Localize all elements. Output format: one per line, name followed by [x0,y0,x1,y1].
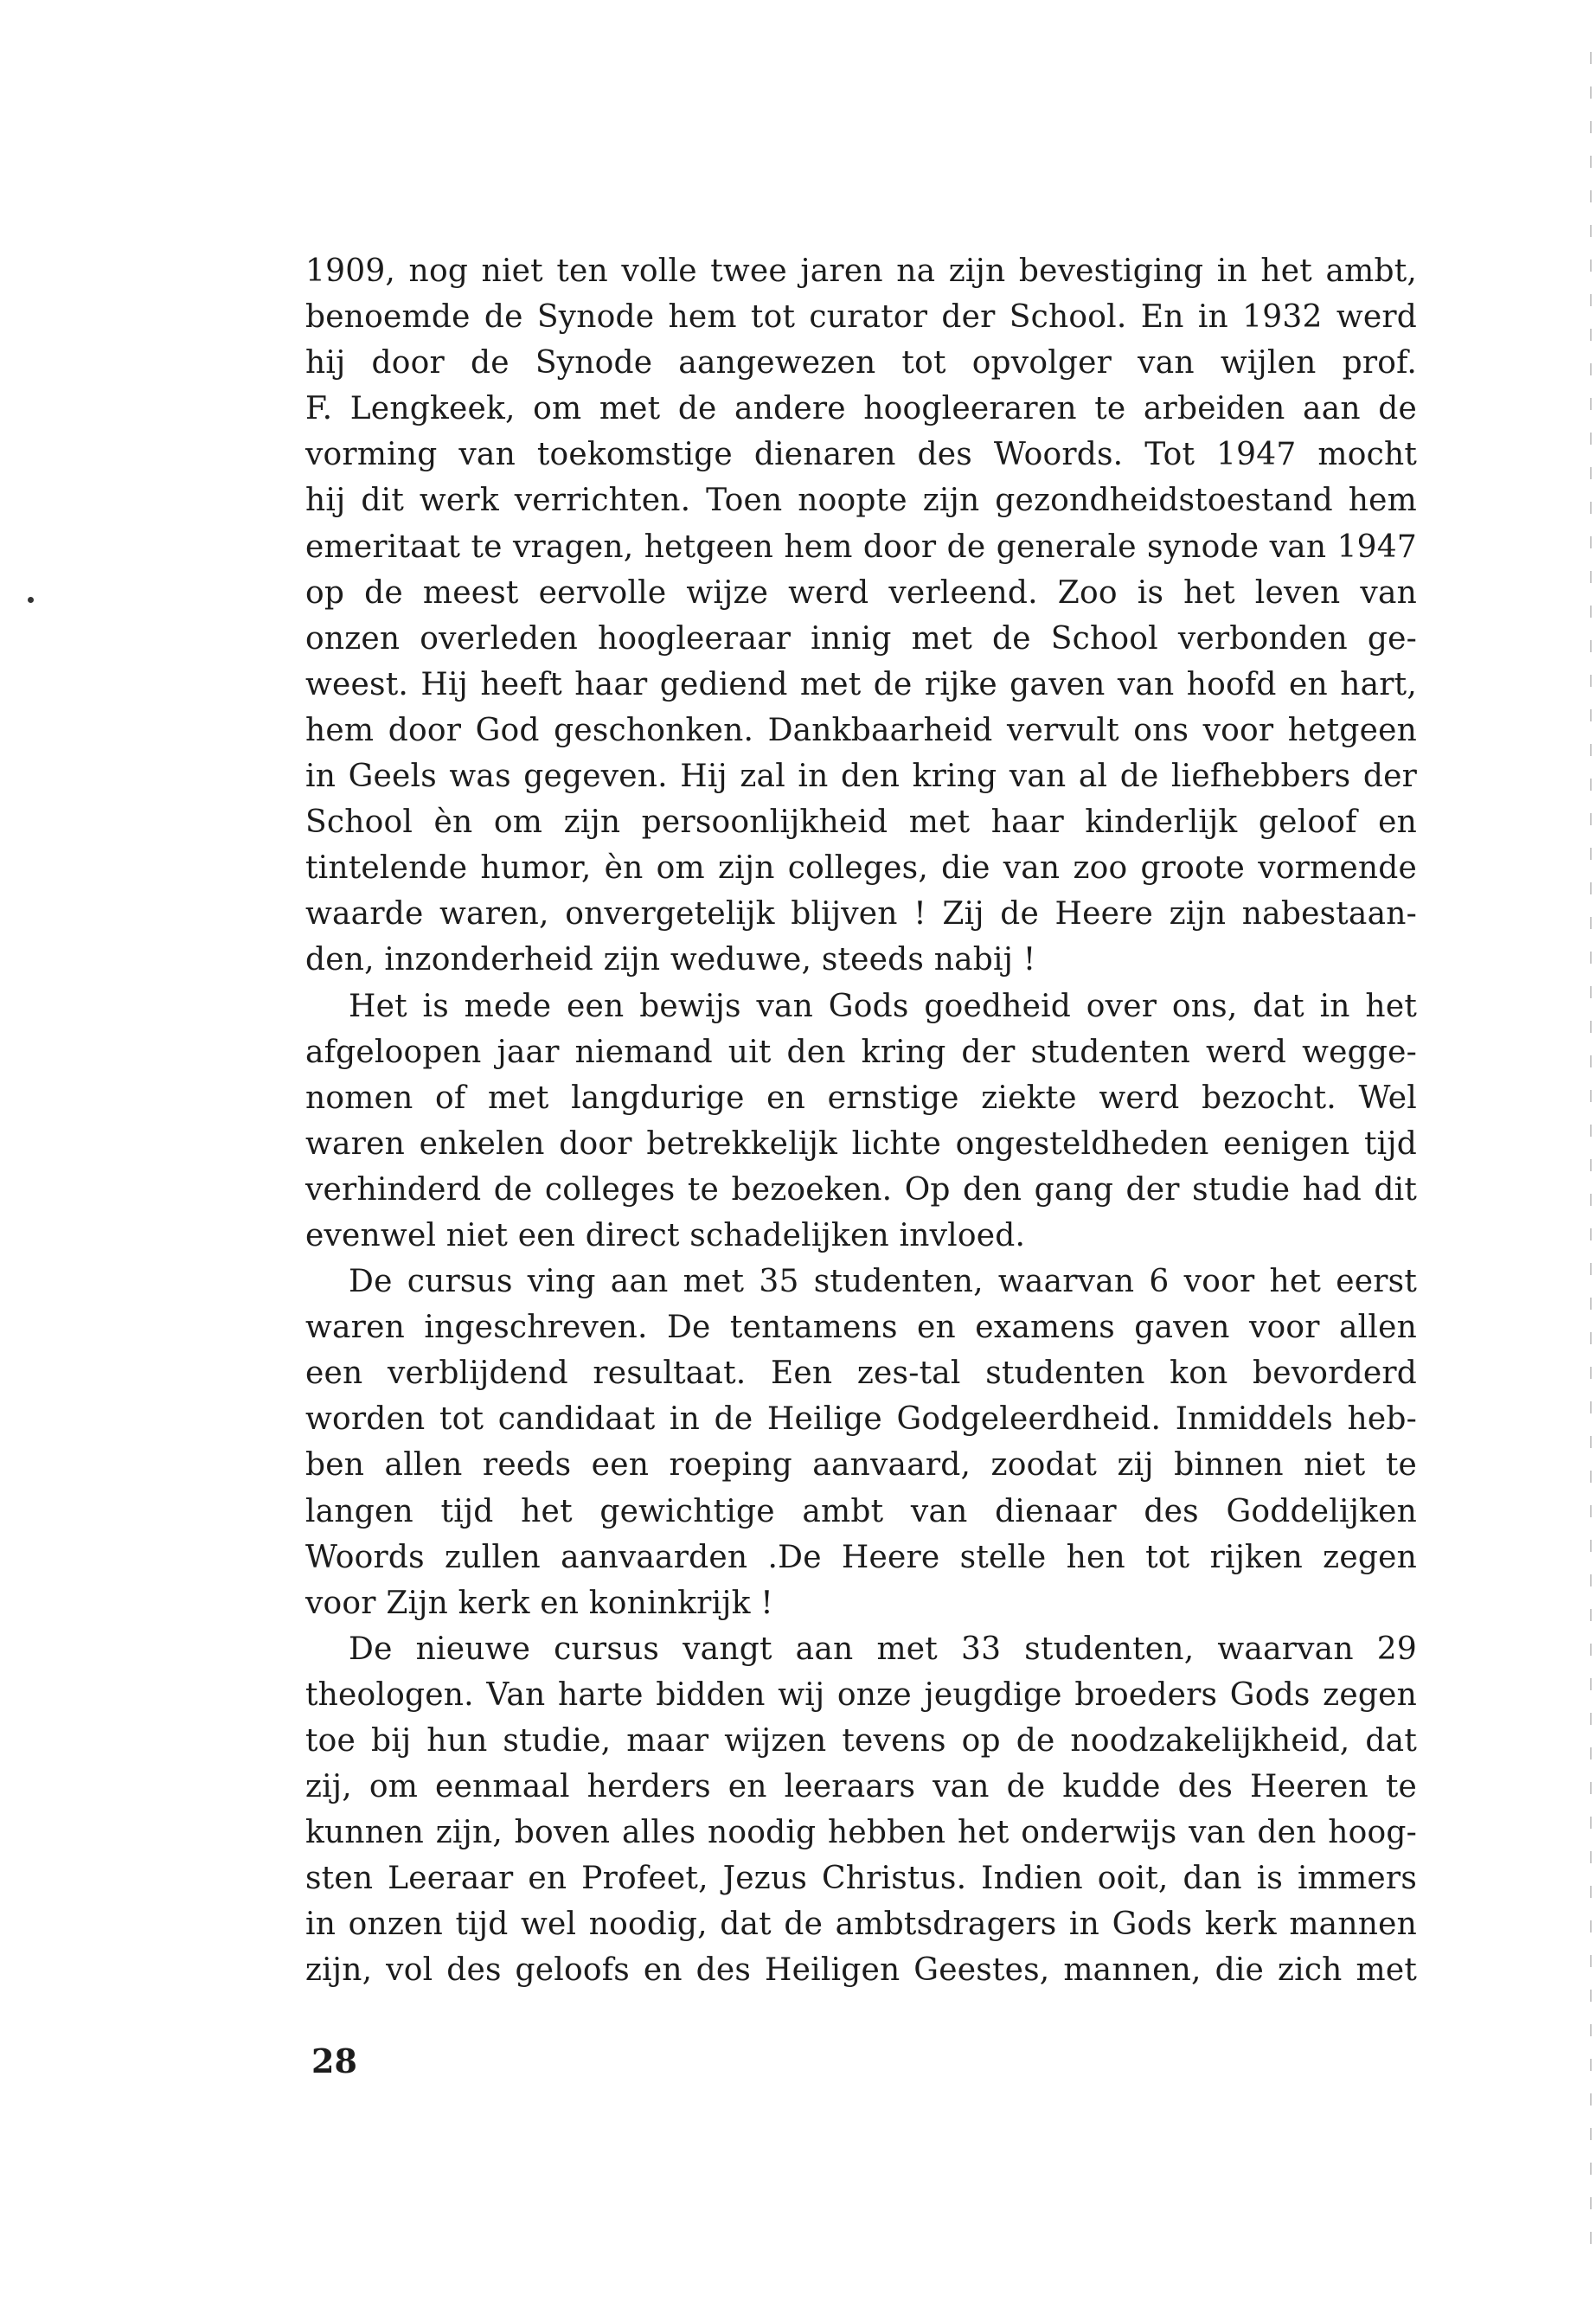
text-line: sten Leeraar en Profeet, Jezus Christus. Indien ooit, dan is immers [305,1861,1417,1897]
text-line: langen tijd het gewichtige ambt van dienaar des Goddelijken [305,1493,1417,1529]
text-line: voor Zijn kerk en koninkrijk ! [305,1585,773,1621]
text-line: onzen overleden hoogleeraar innig met de School verbonden ge- [305,620,1417,657]
text-line: verhinderd de colleges te bezoeken. Op den gang der studie had dit [305,1171,1417,1208]
text-line: afgeloopen jaar niemand uit den kring der studenten werd wegge- [305,1034,1417,1070]
text-line: F. Lengkeek, om met de andere hoogleeraren te arbeiden aan de [305,391,1417,427]
margin-speck [28,597,34,603]
text-line: worden tot candidaat in de Heilige Godgeleerdheid. Inmiddels heb- [305,1401,1417,1438]
text-line: waren enkelen door betrekkelijk lichte ongesteldheden eenigen tijd [305,1125,1417,1162]
text-line: een verblijdend resultaat. Een zes-tal studenten kon bevorderd [305,1356,1417,1392]
text-line: hem door God geschonken. Dankbaarheid vervult ons voor hetgeen [305,712,1417,748]
text-line: weest. Hij heeft haar gediend met de rijke gaven van hoofd en hart, [305,666,1417,702]
text-line: den, inzonderheid zijn weduwe, steeds nabij ! [305,942,1036,978]
text-line: ben allen reeds een roeping aanvaard, zoodat zij binnen niet te [305,1447,1417,1484]
text-line: benoemde de Synode hem tot curator der School. En in 1932 werd [305,299,1417,336]
text-line: vorming van toekomstige dienaren des Woords. Tot 1947 mocht [305,437,1417,473]
text-line: nomen of met langdurige en ernstige ziekte werd bezocht. Wel [305,1080,1417,1116]
paragraph-4 [305,1626,1417,1994]
paragraph-1 [305,248,1417,984]
text-line: tintelende humor, èn om zijn colleges, die van zoo groote vormende [305,850,1417,887]
text-line: Woords zullen aanvaarden .De Heere stelle hen tot rijken zegen [305,1539,1417,1575]
text-line: De cursus ving aan met 35 studenten, waarvan 6 voor het eerst [349,1264,1417,1300]
text-line: hij door de Synode aangewezen tot opvolger van wijlen prof. [305,345,1417,381]
text-line: toe bij hun studie, maar wijzen tevens op de noodzakelijkheid, dat [305,1723,1417,1759]
text-line: op de meest eervolle wijze werd verleend. Zoo is het leven van [305,574,1417,611]
text-line: School èn om zijn persoonlijkheid met haar kinderlijk geloof en [305,804,1417,841]
text-line: theologen. Van harte bidden wij onze jeugdige broeders Gods zegen [305,1676,1417,1713]
text-line: emeritaat te vragen, hetgeen hem door de generale synode van 1947 [305,529,1417,565]
text-line: evenwel niet een direct schadelijken invloed. [305,1217,1026,1253]
text-line: Het is mede een bewijs van Gods goedheid over ons, dat in het [349,988,1417,1024]
text-line: waren ingeschreven. De tentamens en examens gaven voor allen [305,1310,1417,1346]
text-line: De nieuwe cursus vangt aan met 33 studenten, waarvan 29 [349,1631,1417,1667]
paragraph-3 [305,1259,1417,1626]
text-line: zij, om eenmaal herders en leeraars van de kudde des Heeren te [305,1769,1417,1805]
paragraph-2 [305,984,1417,1259]
text-line: zijn, vol des geloofs en des Heiligen Geestes, mannen, die zich met [305,1952,1417,1989]
text-line: waarde waren, onvergetelijk blijven ! Zij de Heere zijn nabestaan- [305,896,1417,933]
text-line: 1909, nog niet ten volle twee jaren na zijn bevestiging in het ambt, [305,253,1417,289]
text-line: in onzen tijd wel noodig, dat de ambtsdragers in Gods kerk mannen [305,1907,1417,1943]
body-text [305,248,1417,1994]
text-line: kunnen zijn, boven alles noodig hebben het onderwijs van den hoog- [305,1815,1417,1851]
page-number: 28 [311,2041,357,2080]
text-line: in Geels was gegeven. Hij zal in den kring van al de liefhebbers der [305,759,1417,795]
page-edge-mark [1590,52,1592,2249]
text-line: hij dit werk verrichten. Toen noopte zijn gezondheidstoestand hem [305,483,1417,519]
